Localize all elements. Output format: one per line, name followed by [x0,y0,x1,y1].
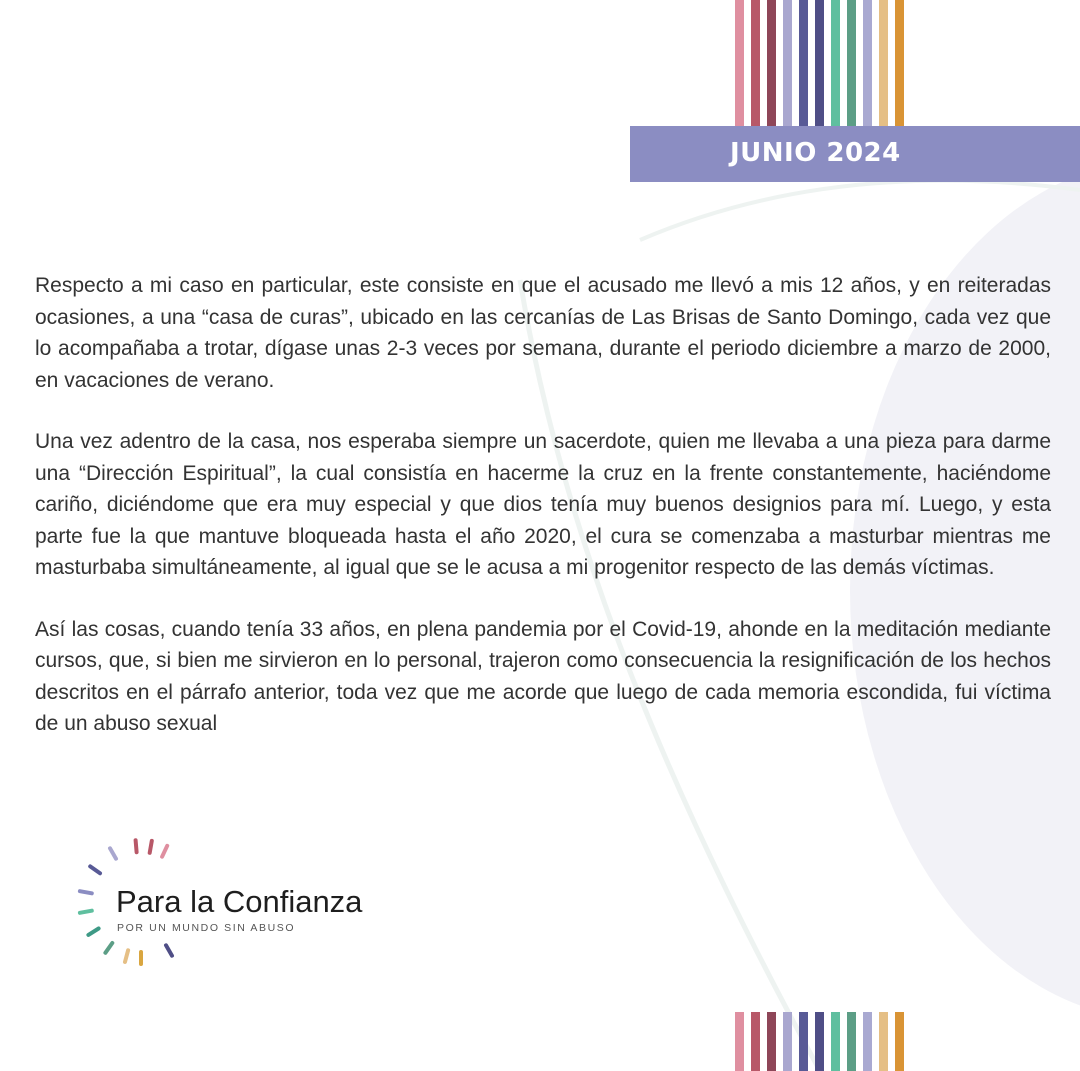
logo-name: Para la Confianza [116,884,363,919]
logo-ray [136,840,137,852]
stripe [783,0,792,128]
logo-ray [88,929,98,935]
stripe [895,1012,904,1071]
stripe [735,0,744,128]
logo-ray [110,848,116,858]
logo-ray [166,945,172,955]
stripe [767,0,776,128]
stripe [751,1012,760,1071]
stripe [847,0,856,128]
stripe [815,0,824,128]
testimony-text [35,270,1051,770]
stripe [799,0,808,128]
logo-ray [125,950,128,962]
paragraph-2: Una vez adentro de la casa, nos esperaba siempre un sacerdote, quien me llevaba a una pieza para darme una “Dirección Espiritual”, la cual consistía en hacerme la cruz en la frente constantemente, haciéndome cariño, diciéndome que era muy especial y que dios tenía muy buenos designios para mí. Luego, y esta parte fue la que mantuve bloqueada hasta el año 2020, el cura se comenzaba a masturbar mientras me masturbaba simultáneamente, al igual que se le acusa a mi progenitor respecto de las demás víctimas. [35,430,1051,579]
stripe [799,1012,808,1071]
stripe [863,0,872,128]
date-banner [630,126,1080,182]
stripe [783,1012,792,1071]
logo-ray [80,891,92,893]
stripe [767,1012,776,1071]
stripe [879,1012,888,1071]
date-label: JUNIO 2024 [730,138,901,168]
logo-ray [105,943,112,953]
stripe [831,0,840,128]
stripe [895,0,904,128]
stripe [735,1012,744,1071]
decorative-stripes-top [735,0,904,128]
stripe [815,1012,824,1071]
stripe [831,1012,840,1071]
logo-tagline: POR UN MUNDO SIN ABUSO [117,922,296,934]
logo-ray [150,841,152,853]
stripe [751,0,760,128]
paragraph-3: Así las cosas, cuando tenía 33 años, en plena pandemia por el Covid-19, ahonde en la meditación mediante cursos, que, si bien me sirvieron en lo personal, trajeron como consecuencia la resignificación de los hechos descritos en el párrafo anterior, toda vez que me acorde que luego de cada memoria escondida, fui víctima de un abuso sexual [35,617,1051,735]
logo-ray [162,846,167,857]
paragraph-1: Respecto a mi caso en particular, este consiste en que el acusado me llevó a mis 12 años, y en reiteradas ocasiones, a una “casa de curas”, ubicado en las cercanías de Las Brisas de Santo Domingo, cada vez que lo acompañaba a trotar, dígase unas 2-3 veces por semana, durante el periodo diciembre a marzo de 2000, en vacaciones de verano. [35,274,1051,392]
stripe [847,1012,856,1071]
logo-ray [80,911,92,913]
stripe [879,0,888,128]
decorative-stripes-bottom [735,1012,904,1071]
logo-ray [90,866,100,873]
stripe [863,1012,872,1071]
